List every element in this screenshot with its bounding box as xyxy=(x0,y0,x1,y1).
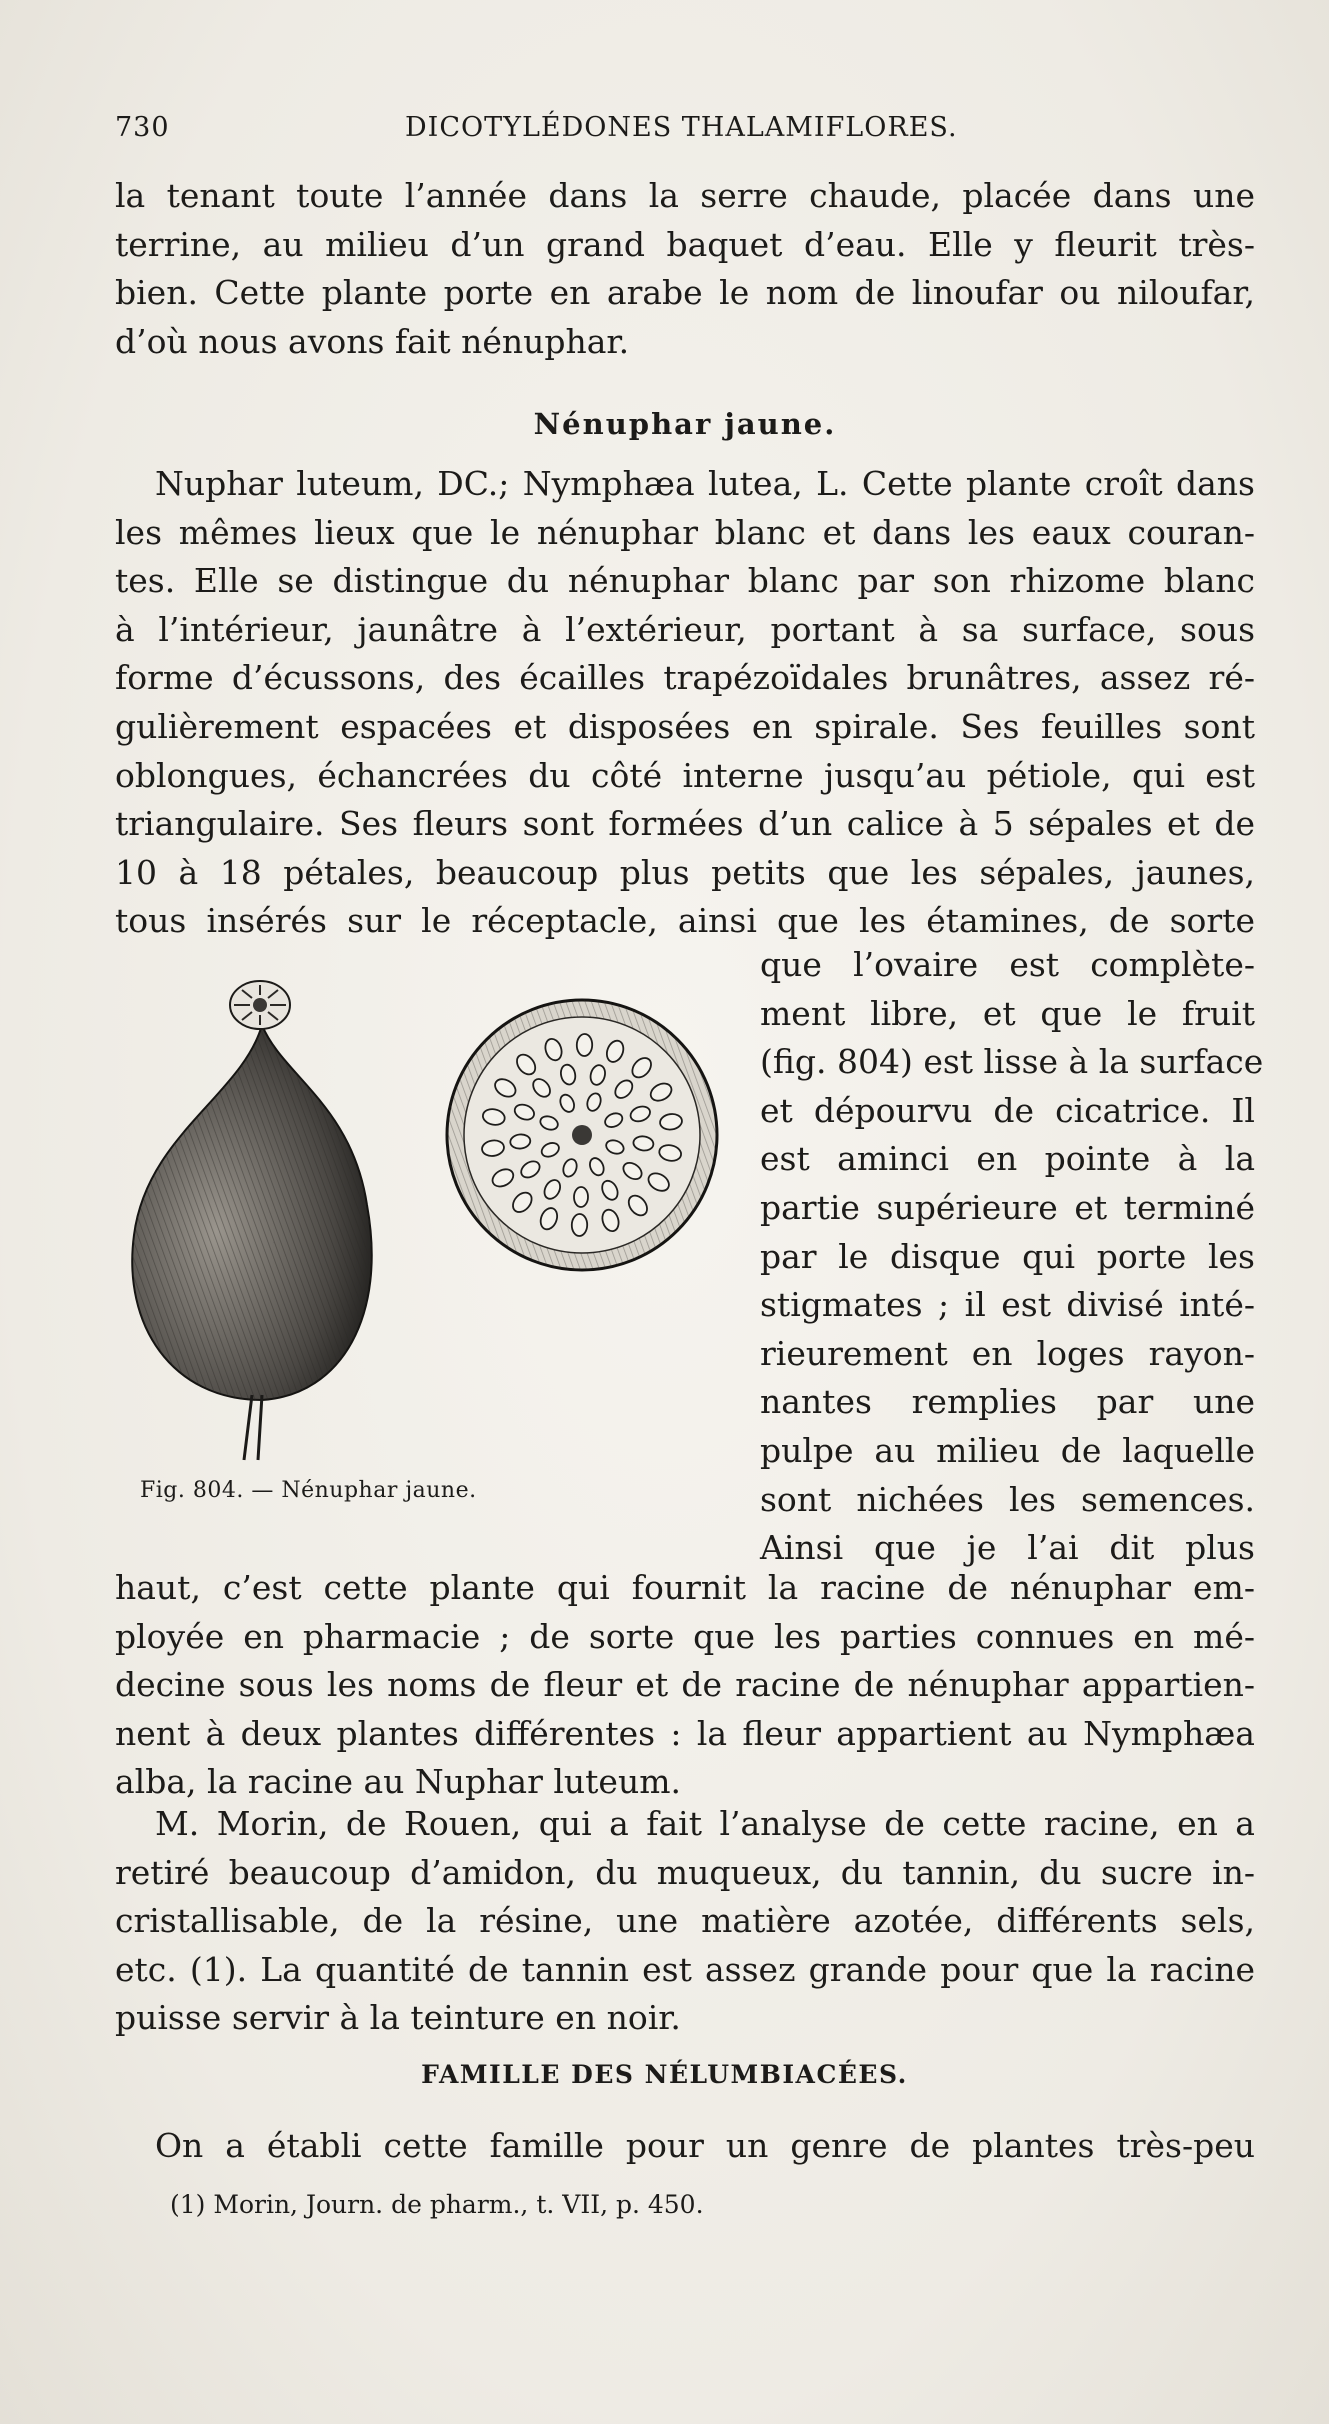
figure-804 xyxy=(112,955,732,1475)
text-line: partie supérieure et terminé xyxy=(760,1187,1255,1227)
text-line: etc. (1). La quantité de tannin est assez grande pour que la racine xyxy=(115,1949,1255,1989)
text-line: rieurement en loges rayon- xyxy=(760,1333,1255,1373)
heading-text: Nénuphar jaune. xyxy=(533,407,837,441)
section-heading xyxy=(115,400,1255,449)
paragraph-2 xyxy=(115,460,1255,946)
text-line: gulièrement espacées et disposées en spirale. Ses feuilles sont xyxy=(115,706,1255,746)
nuphar-fruit-illustration xyxy=(112,955,732,1475)
text-line: terrine, au milieu d’un grand baquet d’eau. Elle y fleurit très- xyxy=(115,224,1255,264)
text-line: pulpe au milieu de laquelle xyxy=(760,1430,1255,1470)
text-line: nantes remplies par une xyxy=(760,1382,1255,1422)
text-line: forme d’écussons, des écailles trapézoïdales brunâtres, assez ré- xyxy=(115,658,1255,698)
text-line: alba, la racine au Nuphar luteum. xyxy=(115,1762,681,1802)
figure-caption: Fig. 804. — Nénuphar jaune. xyxy=(140,1478,477,1503)
text-line: à l’intérieur, jaunâtre à l’extérieur, portant à sa surface, sous xyxy=(115,609,1255,649)
text-line: ment libre, et que le fruit xyxy=(760,993,1255,1033)
running-header xyxy=(115,112,1255,152)
wrap-column xyxy=(760,940,1264,1572)
seed xyxy=(574,1187,588,1207)
paragraph-4 xyxy=(115,1800,1255,2043)
seed xyxy=(571,1214,587,1236)
text-line: la tenant toute l’année dans la serre chaude, placée dans une xyxy=(115,176,1255,215)
text-line: oblongues, échancrées du côté interne jusqu’au pétiole, qui est xyxy=(115,755,1255,795)
fruit-cross-section xyxy=(447,1000,717,1270)
text-line: M. Morin, de Rouen, qui a fait l’analyse de cette racine, en a xyxy=(155,1804,1255,1843)
text-line: cristallisable, de la résine, une matière azotée, différents sels, xyxy=(115,1901,1255,1941)
text-line: decine sous les noms de fleur et de racine de nénuphar appartien- xyxy=(115,1665,1255,1705)
text-line: les mêmes lieux que le nénuphar blanc et dans les eaux couran- xyxy=(115,512,1255,552)
text-line: ployée en pharmacie ; de sorte que les parties connues en mé- xyxy=(115,1616,1255,1656)
running-title: DICOTYLÉDONES THALAMIFLORES. xyxy=(405,112,958,143)
text-line: triangulaire. Ses fleurs sont formées d’un calice à 5 sépales et de xyxy=(115,804,1255,844)
text-line: d’où nous avons fait nénuphar. xyxy=(115,321,630,361)
text-line: haut, c’est cette plante qui fournit la racine de nénuphar em- xyxy=(115,1568,1255,1607)
text-line: que l’ovaire est complète- xyxy=(760,945,1255,984)
paragraph-5 xyxy=(115,2122,1255,2171)
text-line: nent à deux plantes différentes : la fleur appartient au Nymphæa xyxy=(115,1713,1255,1753)
whole-fruit-drawing xyxy=(132,981,371,1460)
text-line: retiré beaucoup d’amidon, du muqueux, du tannin, du sucre in- xyxy=(115,1852,1255,1892)
text-line: Ainsi que je l’ai dit plus xyxy=(760,1528,1255,1568)
text-line: tes. Elle se distingue du nénuphar blanc par son rhizome blanc xyxy=(115,561,1255,601)
seed xyxy=(576,1034,592,1056)
text-line: (fig. 804) est lisse à la surface xyxy=(760,1042,1264,1082)
text-line: Nuphar luteum, DC.; Nymphæa lutea, L. Cette plante croît dans xyxy=(155,464,1255,503)
text-line: par le disque qui porte les xyxy=(760,1236,1255,1276)
text-line: 10 à 18 pétales, beaucoup plus petits que les sépales, jaunes, xyxy=(115,852,1255,892)
text-line: bien. Cette plante porte en arabe le nom de linoufar ou niloufar, xyxy=(115,273,1255,313)
paragraph-3 xyxy=(115,1564,1255,1807)
text-line: sont nichées les semences. xyxy=(760,1479,1255,1519)
family-heading: FAMILLE DES NÉLUMBIACÉES. xyxy=(421,2060,908,2089)
text-line: On a établi cette famille pour un genre de plantes très-peu xyxy=(155,2126,1255,2165)
text-line: tous insérés sur le réceptacle, ainsi que les étamines, de sorte xyxy=(115,901,1255,941)
text-line: stigmates ; il est divisé inté- xyxy=(760,1285,1255,1325)
footnote: (1) Morin, Journ. de pharm., t. VII, p. 450. xyxy=(170,2190,704,2219)
page-number: 730 xyxy=(115,112,170,143)
paragraph-1 xyxy=(115,172,1255,366)
text-line: puisse servir à la teinture en noir. xyxy=(115,1998,681,2038)
text-line: et dépourvu de cicatrice. Il xyxy=(760,1090,1255,1130)
text-line: est aminci en pointe à la xyxy=(760,1139,1255,1179)
